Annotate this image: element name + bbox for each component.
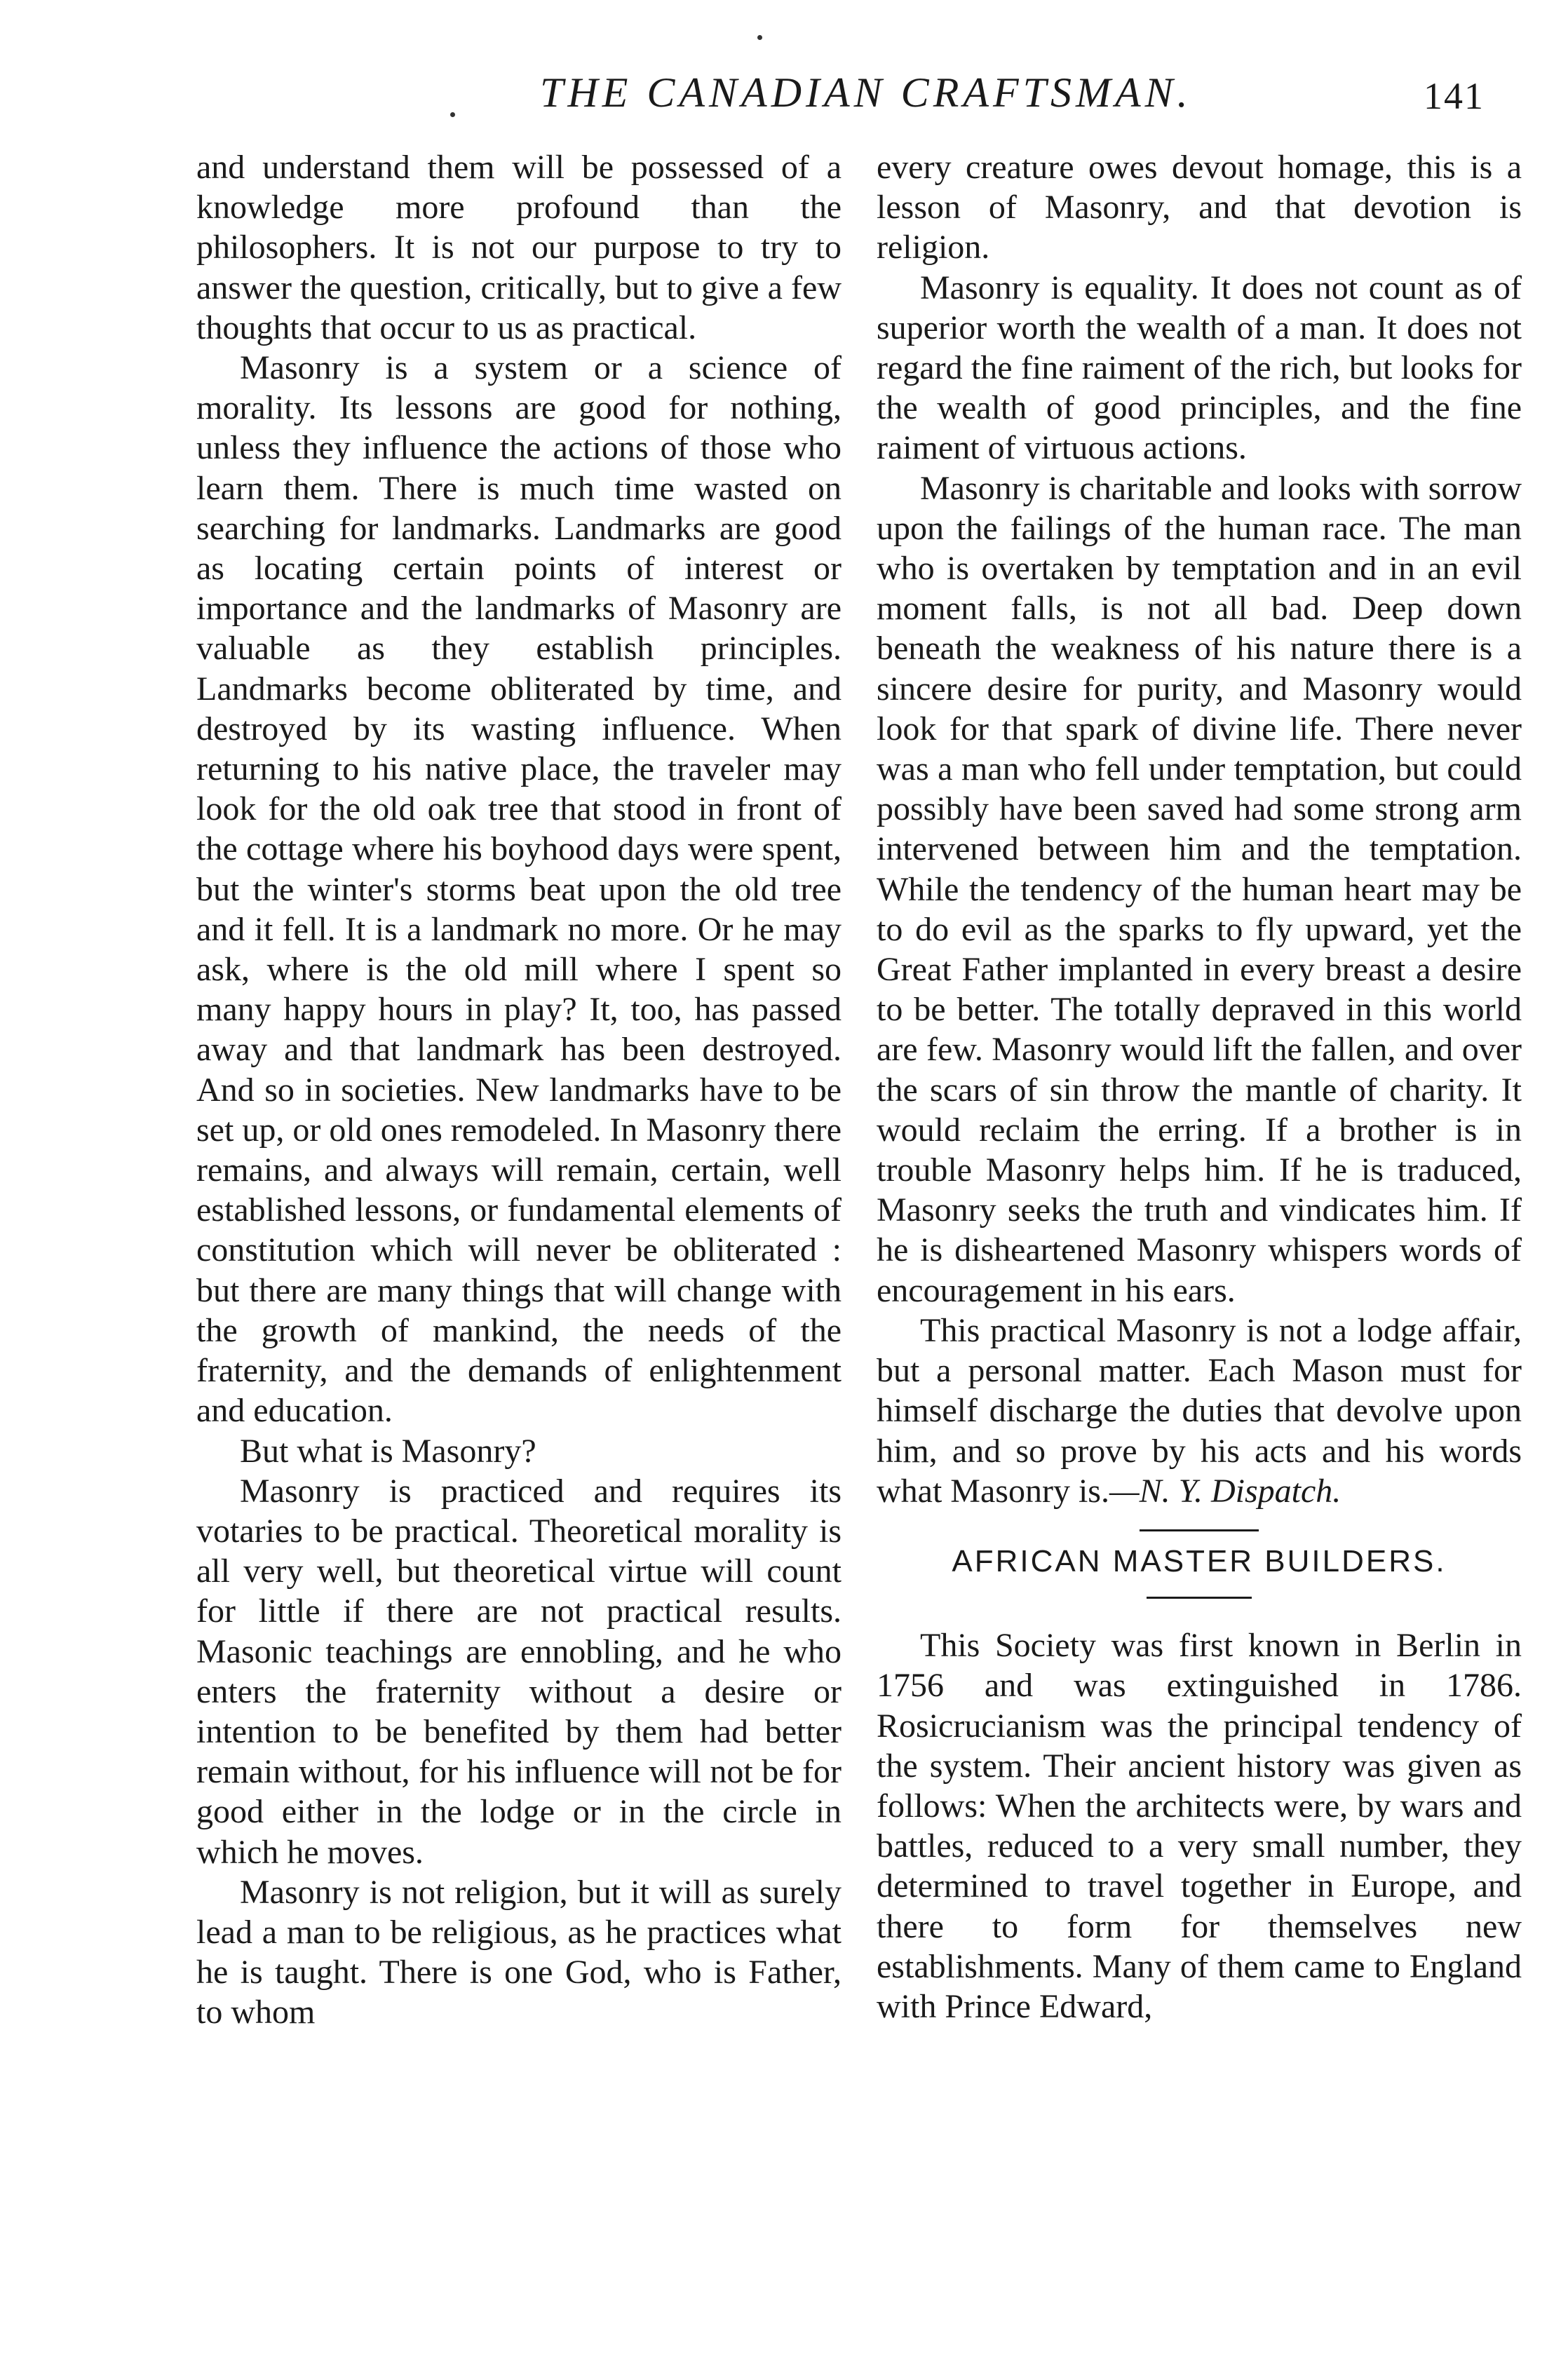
paragraph-text: This practical Masonry is not a lodge affair, but a personal matter. Each Mason must for himself discharge the duties that devolve upon him, and so prove by his acts and his words what Masonry is.	[877, 1311, 1522, 1510]
source-attribution: —N. Y. Dispatch.	[1109, 1472, 1341, 1510]
right-column	[877, 147, 1522, 2027]
section-divider	[1147, 1597, 1252, 1599]
section-divider	[1140, 1529, 1259, 1531]
paragraph: Masonry is not religion, but it will as surely lead a man to be religious, as he practices what he is taught. There is one God, who is Father, to whom	[196, 1873, 842, 2031]
paragraph: Masonry is equality. It does not count as of superior worth the wealth of a man. It does not regard the fine raiment of the rich, but looks for the wealth of good principles, and the fine raiment of virtuous actions.	[877, 269, 1522, 467]
paragraph: Masonry is charitable and looks with sorrow upon the failings of the human race. The man who is overtaken by temptation and in an evil moment falls, is not all bad. Deep down beneath the weakness of his nature there is a sincere desire for purity, and Masonry would look for that spark of divine life. There never was a man who fell under temptation, but could possibly have been saved had some strong arm intervened between him and the temptation. While the tendency of the human heart may be to do evil as the sparks to fly upward, yet the Great Father implanted in every breast a desire to be better. The totally depraved in this world are few. Masonry would lift the fallen, and over the scars of sin throw the mantle of charity. It would reclaim the erring. If a brother is in trouble Masonry helps him. If he is traduced, Masonry seeks the truth and vindicates him. If he is disheartened Masonry whispers words of encouragement in his ears.	[877, 469, 1522, 1309]
paragraph: This Society was first known in Berlin in 1756 and was extinguished in 1786. Rosicrucianism was the principal tendency of the system. Their ancient history was given as follows: When the architects were, by wars and battles, reduced to a very small number, they determined to travel together in Europe, and there to form for themselves new establishments. Many of them came to England with Prince Edward,	[877, 1627, 1522, 2025]
printer-speck-mark	[450, 112, 455, 117]
paragraph: and understand them will be possessed of a knowledge more profound than the philosophers. It is not our purpose to try to answer the question, critically, but to give a few thoughts that occur to us as practical.	[196, 149, 842, 346]
running-title: THE CANADIAN CRAFTSMAN.	[540, 69, 1192, 116]
page-number: 141	[1424, 75, 1485, 117]
paragraph: every creature owes devout homage, this is a lesson of Masonry, and that devotion is religion.	[877, 149, 1522, 266]
paragraph: Masonry is a system or a science of morality. Its lessons are good for nothing, unless they influence the actions of those who learn them. There is much time wasted on searching for landmarks. Landmarks are good as locating certain points of interest or importance and the landmarks of Masonry are valuable as they establish principles. Landmarks become obliterated by time, and destroyed by its wasting influence. When returning to his native place, the traveler may look for the old oak tree that stood in front of the cottage where his boyhood days were spent, but the winter's storms beat upon the old tree and it fell. It is a landmark no more. Or he may ask, where is the old mill where I spent so many happy hours in play? It, too, has passed away and that landmark has been destroyed. And so in societies. New landmarks have to be set up, or old ones remodeled. In Masonry there remains, and always will remain, certain, well established lessons, or fundamental elements of constitution which will never be obliterated : but there are many things that will change with the growth of mankind, the needs of the fraternity, and the demands of enlightenment and education.	[196, 349, 842, 1430]
paragraph: Masonry is practiced and requires its votaries to be practical. Theoretical morality is all very well, but theoretical virtue will count for little if there are not practical results. Masonic teachings are ennobling, and he who enters the fraternity without a desire or intention to be benefited by them had better remain without, for his influence will not be for good either in the lodge or in the circle in which he moves.	[196, 1472, 842, 1871]
paragraph: But what is Masonry?	[240, 1432, 536, 1470]
printer-speck-mark	[757, 35, 762, 40]
paragraph	[877, 1311, 1522, 1511]
left-column	[196, 147, 842, 2033]
section-heading: AFRICAN MASTER BUILDERS.	[952, 1543, 1447, 1578]
